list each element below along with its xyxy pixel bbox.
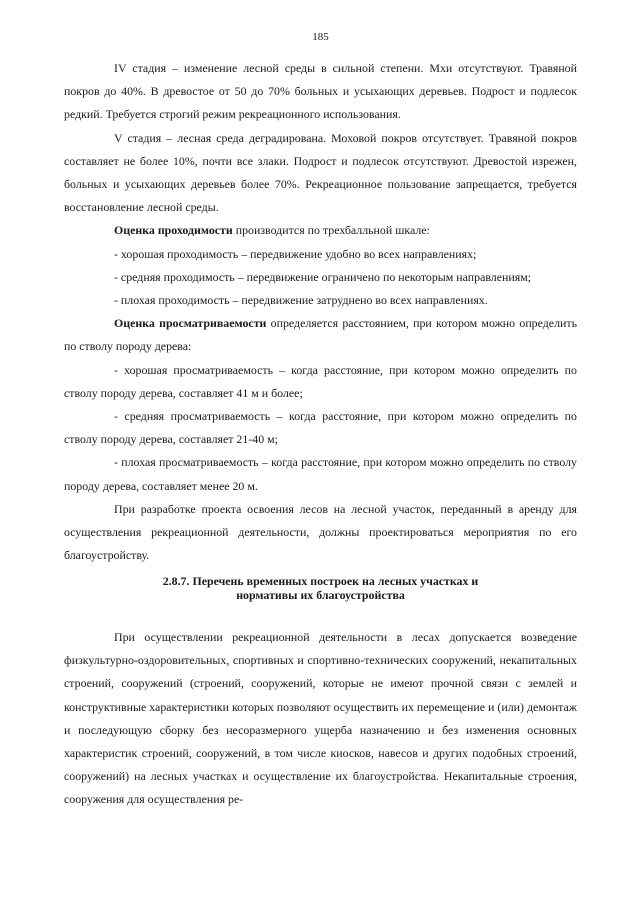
section-heading-line-1: 2.8.7. Перечень временных построек на лесных участках и xyxy=(162,574,479,588)
list-item: - плохая просматриваемость – когда расстояние, при котором можно определить по стволу породу дерева, составляет менее 20 м. xyxy=(64,455,577,493)
paragraph-section-body: При осуществлении рекреационной деятельности в лесах допускается возведение физкультурно-оздоровительных, спортивных и спортивно-технических сооружений, некапитальных строений, сооружений (строений, сооружений, которые не имеют прочной связи с землей и конструктивные характеристики которых позволяют осуществить их перемещение и (или) демонтаж и последующую сборку без несоразмерного ущерба назначению и без изменения основных характеристик строений, сооружений, в том числе киосков, навесов и других подобных строений, сооружений) на лесных участках и осуществление их благоустройства. Некапитальные строения, сооружения для осуществления ре- xyxy=(64,630,577,807)
section-text xyxy=(64,626,577,812)
section-heading xyxy=(64,574,577,602)
passability-term: Оценка проходимости xyxy=(114,223,233,238)
list-item: - средняя просматриваемость – когда расстояние, при котором можно определить по стволу породу дерева, составляет 21-40 м; xyxy=(64,409,577,447)
body-text xyxy=(64,57,577,567)
passability-description: производится по трехбалльной шкале: xyxy=(232,223,430,238)
list-item: - плохая проходимость – передвижение затруднено во всех направлениях. xyxy=(114,293,488,308)
visibility-term: Оценка просматриваемости xyxy=(114,316,267,331)
paragraph-project-note: При разработке проекта освоения лесов на лесной участок, переданный в аренду для осуществления рекреационной деятельности, должны проектироваться мероприятия по его благоустройству. xyxy=(64,501,577,563)
paragraph-visibility xyxy=(64,312,577,358)
list-item: - хорошая просматриваемость – когда расстояние, при котором можно определить по стволу породу дерева, составляет 41 м и более; xyxy=(64,362,577,400)
list-item: - средняя проходимость – передвижение ограничено по некоторым направлениям; xyxy=(114,269,532,284)
page-number: 185 xyxy=(312,31,329,43)
paragraph-stage-5: V стадия – лесная среда деградирована. Моховой покров отсутствует. Травяной покров составляет не более 10%, почти все злаки. Подрост и подлесок отсутствуют. Древостой изрежен, больных и усыхающих деревьев более 70%. Рекреационное пользование запрещается, требуется восстановление лесной среды. xyxy=(64,130,577,215)
paragraph-passability xyxy=(64,219,577,242)
paragraph-stage-4: IV стадия – изменение лесной среды в сильной степени. Мхи отсутствуют. Травяной покров до 40%. В древостое от 50 до 70% больных и усыхающих деревьев. Подрост и подлесок редкий. Требуется строгий режим рекреационного использования. xyxy=(64,61,577,122)
list-item: - хорошая проходимость – передвижение удобно во всех направлениях; xyxy=(114,246,477,261)
section-heading-line-2: нормативы их благоустройства xyxy=(236,588,405,602)
visibility-description: определяется расстоянием, при котором можно определить по стволу породу дерева: xyxy=(64,316,577,354)
